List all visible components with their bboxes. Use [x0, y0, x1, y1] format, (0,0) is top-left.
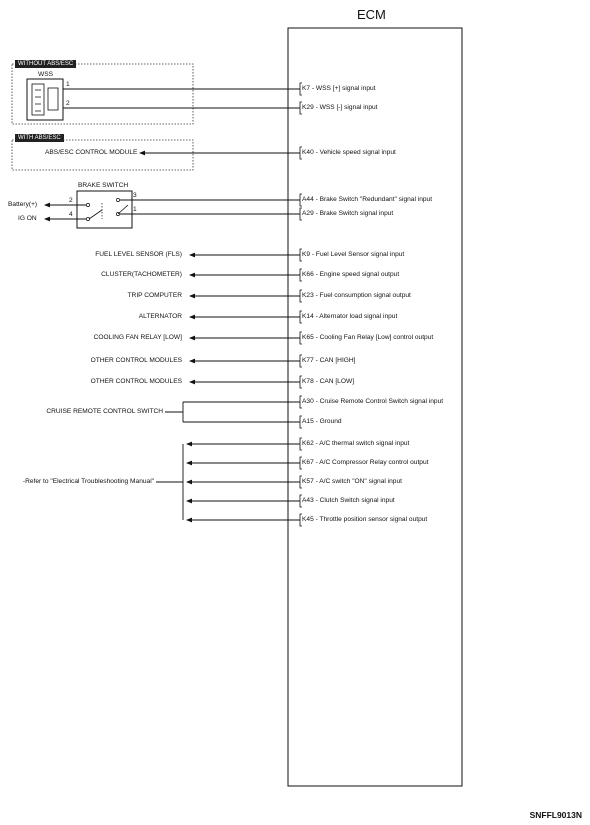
- ecm-terminal-k62: K62 - A/C thermal switch signal input: [302, 440, 410, 447]
- with-abs-tag: WITH ABS/ESC: [15, 134, 64, 142]
- wss-pin-1: 1: [66, 81, 70, 88]
- brake-switch-box: [77, 191, 132, 228]
- ecm-terminal-k45: K45 - Throttle position sensor signal output: [302, 516, 428, 523]
- ecm-terminal-k66: K66 - Engine speed signal output: [302, 271, 400, 278]
- brake-pin-4: 4: [69, 211, 73, 218]
- battery-label: Battery(+): [8, 201, 38, 208]
- fuel-level-sensor-label: FUEL LEVEL SENSOR (FLS): [95, 251, 182, 258]
- without-abs-tag: WITHOUT ABS/ESC: [15, 60, 76, 68]
- ecm-box: [288, 28, 462, 786]
- ecm-terminal-k40: K40 - Vehicle speed signal input: [302, 149, 396, 156]
- ecm-terminal-a29: A29 - Brake Switch signal input: [302, 210, 394, 217]
- ecm-terminal-k29: K29 - WSS [-] signal input: [302, 104, 378, 111]
- ecm-terminal-k65: K65 - Cooling Fan Relay [Low] control output: [302, 334, 434, 341]
- ecm-terminal-k7: K7 - WSS [+] signal input: [302, 85, 376, 92]
- abs-esc-module-label: ABS/ESC CONTROL MODULE: [45, 149, 138, 156]
- ecm-terminal-a15: A15 - Ground: [302, 418, 342, 425]
- wss-sensor-box: [27, 79, 63, 120]
- brake-pin-3: 3: [133, 192, 137, 199]
- ecm-terminal-k57: K57 - A/C switch "ON" signal input: [302, 478, 402, 485]
- ecm-terminal-a44: A44 - Brake Switch "Redundant" signal input: [302, 196, 433, 203]
- ecm-terminal-a30: A30 - Cruise Remote Control Switch signal input: [302, 398, 444, 405]
- cruise-remote-switch-label: CRUISE REMOTE CONTROL SWITCH: [46, 408, 163, 415]
- ecm-terminal-k67: K67 - A/C Compressor Relay control output: [302, 459, 429, 466]
- wss-label: WSS: [38, 71, 54, 78]
- other-control-modules-low-label: OTHER CONTROL MODULES: [90, 378, 182, 385]
- ecm-title: ECM: [357, 7, 386, 22]
- brake-pin-1: 1: [133, 206, 137, 213]
- brake-pin-2: 2: [69, 197, 73, 204]
- cluster-label: CLUSTER(TACHOMETER): [101, 271, 182, 278]
- other-control-modules-high-label: OTHER CONTROL MODULES: [90, 357, 182, 364]
- ecm-terminal-k23: K23 - Fuel consumption signal output: [302, 292, 411, 299]
- ecm-terminal-a43: A43 - Clutch Switch signal input: [302, 497, 395, 504]
- ecm-terminal-k14: K14 - Alternator load signal input: [302, 313, 398, 320]
- refer-manual-label: -Refer to "Electrical Troubleshooting Manual": [22, 478, 154, 485]
- ecm-terminal-k78: K78 - CAN [LOW]: [302, 378, 355, 385]
- ecm-terminal-k77: K77 - CAN [HIGH]: [302, 357, 356, 364]
- brake-switch-title: BRAKE SWITCH: [78, 182, 129, 189]
- ecm-terminal-k9: K9 - Fuel Level Sensor signal input: [302, 251, 405, 258]
- ig-on-label: IG ON: [18, 215, 37, 222]
- cooling-fan-relay-label: COOLING FAN RELAY [LOW]: [93, 334, 182, 341]
- wss-pin-2: 2: [66, 100, 70, 107]
- trip-computer-label: TRIP COMPUTER: [127, 292, 182, 299]
- alternator-label: ALTERNATOR: [138, 313, 182, 320]
- figure-code: SNFFL9013N: [529, 810, 582, 820]
